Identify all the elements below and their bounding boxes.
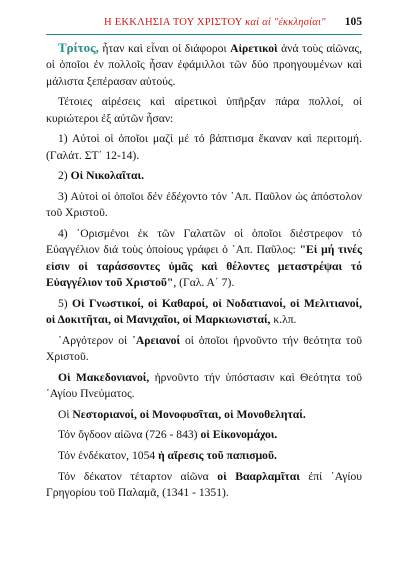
- paragraph-barlaamites: [46, 469, 362, 502]
- text: ἀνά τοὺς αἰῶνας, οἱ ὁποῖοι ἐν πολλοῖς ἦσαν ἐφάμιλλοι τῶν δύο προηγουμένων καὶ μάλιστα ξεπέρασαν αὐτούς.: [46, 42, 362, 88]
- list-item-4: [46, 226, 362, 292]
- text: 3) Αὐτοὶ οἱ ὁποῖοι δέν ἐδέχοντο τόν ᾿Απ. Παῦλον ὡς ἀπόστολον τοῦ Χριστοῦ.: [46, 190, 362, 220]
- text: 4) ῾Ορισμένοι ἐκ τῶν Γαλατῶν οἱ ὁποῖοι διέστρεφον τό Εὐαγγέλιον διά τοὺς ὁποίους γράφει ὁ ᾿Απ. Παῦλος:: [46, 227, 362, 257]
- text: οἱ ὁποῖοι ἠρνοῦντο τήν θεότητα τοῦ Χριστοῦ.: [46, 333, 362, 364]
- running-head-italic: καὶ αἱ "ἐκκλησίαι": [245, 17, 326, 28]
- list-item-5: [46, 296, 362, 329]
- text: , (Γαλ. Α΄ 7).: [173, 276, 235, 290]
- paragraph-papism: [46, 448, 362, 464]
- running-head-main: Η ΕΚΚΛΗΣΙΑ ΤΟΥ ΧΡΙΣΤΟΥ: [104, 17, 246, 28]
- bold-quote: "Εἰ μή τινές εἰσιν οἱ ταράσσοντες ὑμᾶς καὶ θέλοντες μεταστρέψαι τό Εὐαγγέλιον τοῦ Χριστοῦ": [46, 243, 362, 290]
- text: 5): [58, 296, 73, 310]
- bold-text: Οἱ Γνωστικοί, οἱ Καθαροί, οἱ Νοδατιανοί, οἱ Μελιτιανοί, οἱ Δοκιτῆται, οἱ Μανιχαῖοι, οἱ Μαρκιωνισταί,: [46, 296, 362, 327]
- text: 2): [58, 169, 71, 183]
- page-body: [46, 40, 362, 501]
- paragraph-macedonians: [46, 370, 362, 403]
- text: Τόν ὄγδοον αἰῶνα (726 - 843): [58, 428, 201, 442]
- bold-text: Αἱρετικοὶ: [230, 42, 278, 55]
- list-item-2: [46, 168, 362, 184]
- paragraph-heretics-intro: [46, 40, 362, 90]
- text: Τέτοιες αἱρέσεις καὶ αἱρετικοὶ ὑπῆρξαν πάρα πολλοί, οἱ κυριώτεροι ἐξ αὐτῶν ἦσαν:: [46, 95, 362, 125]
- bold-text: Οἱ Νικολαῖται.: [70, 169, 145, 183]
- text: ᾿Αργότερον οἱ: [58, 333, 133, 347]
- paragraph-heresies-list-intro: [46, 94, 362, 127]
- text: Τόν δέκατον τέταρτον αἰῶνα: [58, 469, 218, 483]
- bold-text: οἱ Εἰκονομάχοι.: [200, 428, 278, 442]
- text: ἦταν καὶ εἶναι οἱ διάφοροι: [98, 42, 231, 55]
- paragraph-iconoclasts: [46, 427, 362, 443]
- bold-text: ἡ αἵρεσις τοῦ παπισμοῦ.: [158, 449, 277, 462]
- paragraph-arians: [46, 333, 362, 366]
- bold-text: Οἱ Μακεδονιανοί,: [58, 370, 150, 384]
- page-number: 105: [344, 16, 362, 28]
- lead-word: Τρίτος,: [58, 40, 99, 55]
- list-item-3: [46, 189, 362, 222]
- text: ἠρνοῦντο τήν ὑπόστασιν καὶ Θεότητα τοῦ ῾Αγίου Πνεύματος.: [46, 370, 362, 401]
- bold-text: οἱ Βααρλαμῖται: [217, 469, 300, 483]
- paragraph-nestorians: [46, 407, 362, 423]
- page-header: [46, 16, 362, 35]
- text: Τόν ἑνδέκατον, 1054: [58, 449, 159, 462]
- bold-text: Νεστοριανοί, οἱ Μονοφυσῖται, οἱ Μονοθεληταί.: [72, 407, 306, 421]
- running-head: [104, 17, 326, 28]
- list-item-1: [46, 131, 362, 164]
- text: ἐπί ῾Αγίου Γρηγορίου τοῦ Παλαμᾶ, (1341 - 1351).: [46, 469, 362, 499]
- text: 1) Αὐτοὶ οἱ ὁποῖοι μαζί μέ τό βάπτισμα ἔκαναν καὶ περιτομή. (Γαλάτ. ΣΤ΄ 12-14).: [46, 132, 362, 162]
- text: κ.λπ.: [270, 313, 297, 327]
- bold-text: ᾿Αρειανοί: [132, 333, 181, 347]
- text: Οἱ: [58, 407, 73, 421]
